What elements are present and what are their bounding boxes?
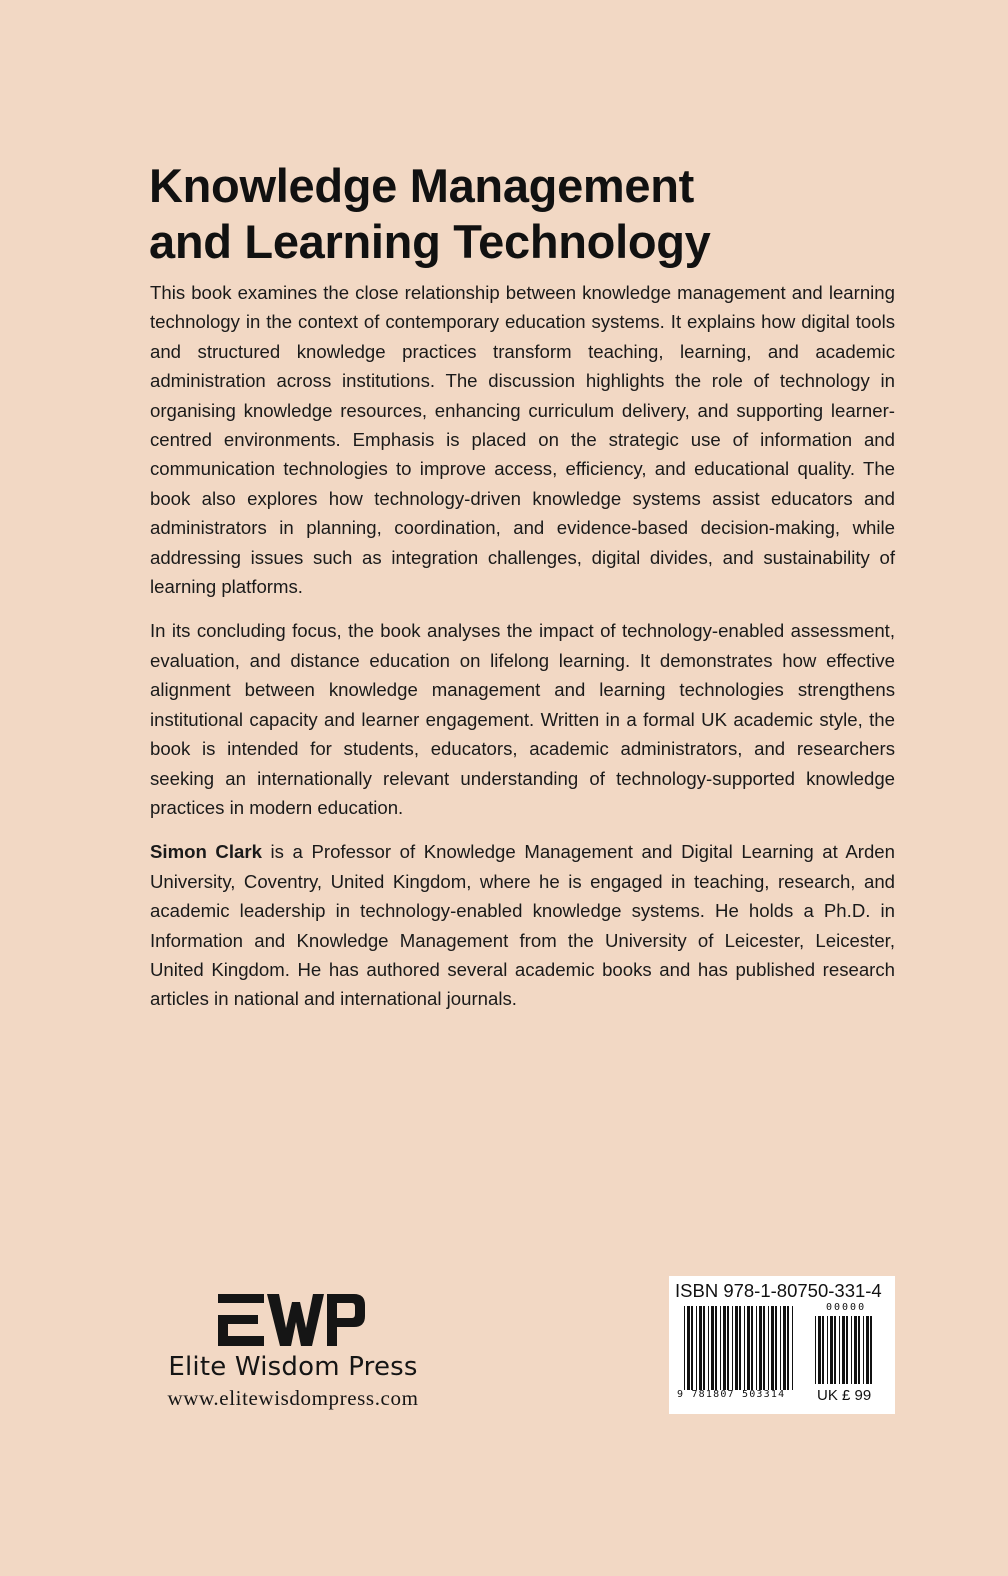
barcode-bar — [732, 1306, 733, 1390]
barcode-bar — [846, 1316, 848, 1384]
barcode-bar — [775, 1306, 777, 1390]
barcode-bar — [759, 1306, 762, 1390]
barcode-bar — [870, 1316, 872, 1384]
barcode-bar — [787, 1306, 789, 1390]
barcode-bar — [751, 1306, 753, 1390]
barcode-bar — [768, 1306, 769, 1390]
author-biography — [150, 837, 895, 1013]
barcode-bar — [763, 1306, 765, 1390]
barcode-bar — [684, 1306, 685, 1390]
barcode-bar — [834, 1316, 836, 1384]
publisher-url: www.elitewisdompress.com — [167, 1386, 419, 1410]
barcode-bar — [830, 1316, 833, 1384]
barcode-bar — [815, 1316, 816, 1384]
barcode-bar — [691, 1306, 693, 1390]
barcode-bar — [771, 1306, 774, 1390]
barcode-bar — [839, 1316, 840, 1384]
barcode-bar — [866, 1316, 869, 1384]
isbn-barcode — [669, 1276, 895, 1414]
barcode-bar — [756, 1306, 757, 1390]
barcode-bar — [715, 1306, 717, 1390]
barcode-bar — [720, 1306, 721, 1390]
barcode-bar — [780, 1306, 781, 1390]
book-title-line-2: and Learning Technology — [149, 215, 711, 268]
book-title — [149, 158, 869, 270]
barcode-bar — [783, 1306, 786, 1390]
barcode-addon-digits: 00000 — [826, 1302, 867, 1313]
barcode-bar — [735, 1306, 738, 1390]
barcode-bar — [723, 1306, 726, 1390]
barcode-bar — [703, 1306, 705, 1390]
publisher-name: Elite Wisdom Press — [168, 1352, 418, 1382]
book-description — [150, 278, 895, 1029]
isbn-number: ISBN 978-1-80750-331-4 — [675, 1280, 882, 1301]
barcode-bar — [739, 1306, 741, 1390]
barcode-bar — [863, 1316, 864, 1384]
description-paragraph-1: This book examines the close relationship between knowledge management and learning technology in the context of contemporary education systems. It explains how digital tools and structured knowledge practices transform teaching, learning, and academic administration across institutions. The discussion highlights the role of technology in organising knowledge resources, enhancing curriculum delivery, and supporting learner-centred environments. Emphasis is placed on the strategic use of information and communication technologies to improve access, efficiency, and educational quality. The book also explores how technology-driven knowledge systems assist educators and administrators in planning, coordination, and evidence-based decision-making, while addressing issues such as integration challenges, digital divides, and sustainability of learning platforms. — [150, 282, 895, 598]
barcode-bar — [842, 1316, 845, 1384]
barcode-bar — [822, 1316, 824, 1384]
publisher-block — [148, 1294, 438, 1411]
publisher-logo — [218, 1294, 368, 1346]
price-label: UK £ 99 — [817, 1387, 872, 1404]
barcode-bar — [687, 1306, 690, 1390]
barcode-bar — [854, 1316, 857, 1384]
barcode-bar — [747, 1306, 750, 1390]
author-name: Simon Clark — [150, 841, 262, 863]
barcode-bar — [792, 1306, 793, 1390]
barcode-bar — [858, 1316, 860, 1384]
barcode-bar — [727, 1306, 729, 1390]
barcode-bar — [699, 1306, 702, 1390]
barcode-bar — [696, 1306, 697, 1390]
barcode-bar — [827, 1316, 828, 1384]
barcode-ean-digits: 9 781807 503314 — [677, 1389, 786, 1400]
barcode-bar — [818, 1316, 821, 1384]
barcode-bar — [744, 1306, 745, 1390]
barcode-bar — [711, 1306, 714, 1390]
barcode-bar — [851, 1316, 852, 1384]
book-title-line-1: Knowledge Management — [149, 159, 695, 212]
barcode-bar — [708, 1306, 709, 1390]
description-paragraph-2: In its concluding focus, the book analyses the impact of technology-enabled assessment, evaluation, and distance education on lifelong learning. It demonstrates how effective alignment between knowledge management and learning technologies strengthens institutional capacity and learner engagement. Written in a formal UK academic style, the book is intended for students, educators, academic administrators, and researchers seeking an internationally relevant understanding of technology-supported knowledge practices in modern education. — [150, 620, 895, 818]
author-bio-text: is a Professor of Knowledge Management and Digital Learning at Arden University, Coventry, United Kingdom, where he is engaged in teaching, research, and academic leadership in technology-enabled knowledge systems. He holds a Ph.D. in Information and Knowledge Management from the University of Leicester, Leicester, United Kingdom. He has authored several academic books and has published research articles in national and international journals. — [150, 841, 895, 1010]
